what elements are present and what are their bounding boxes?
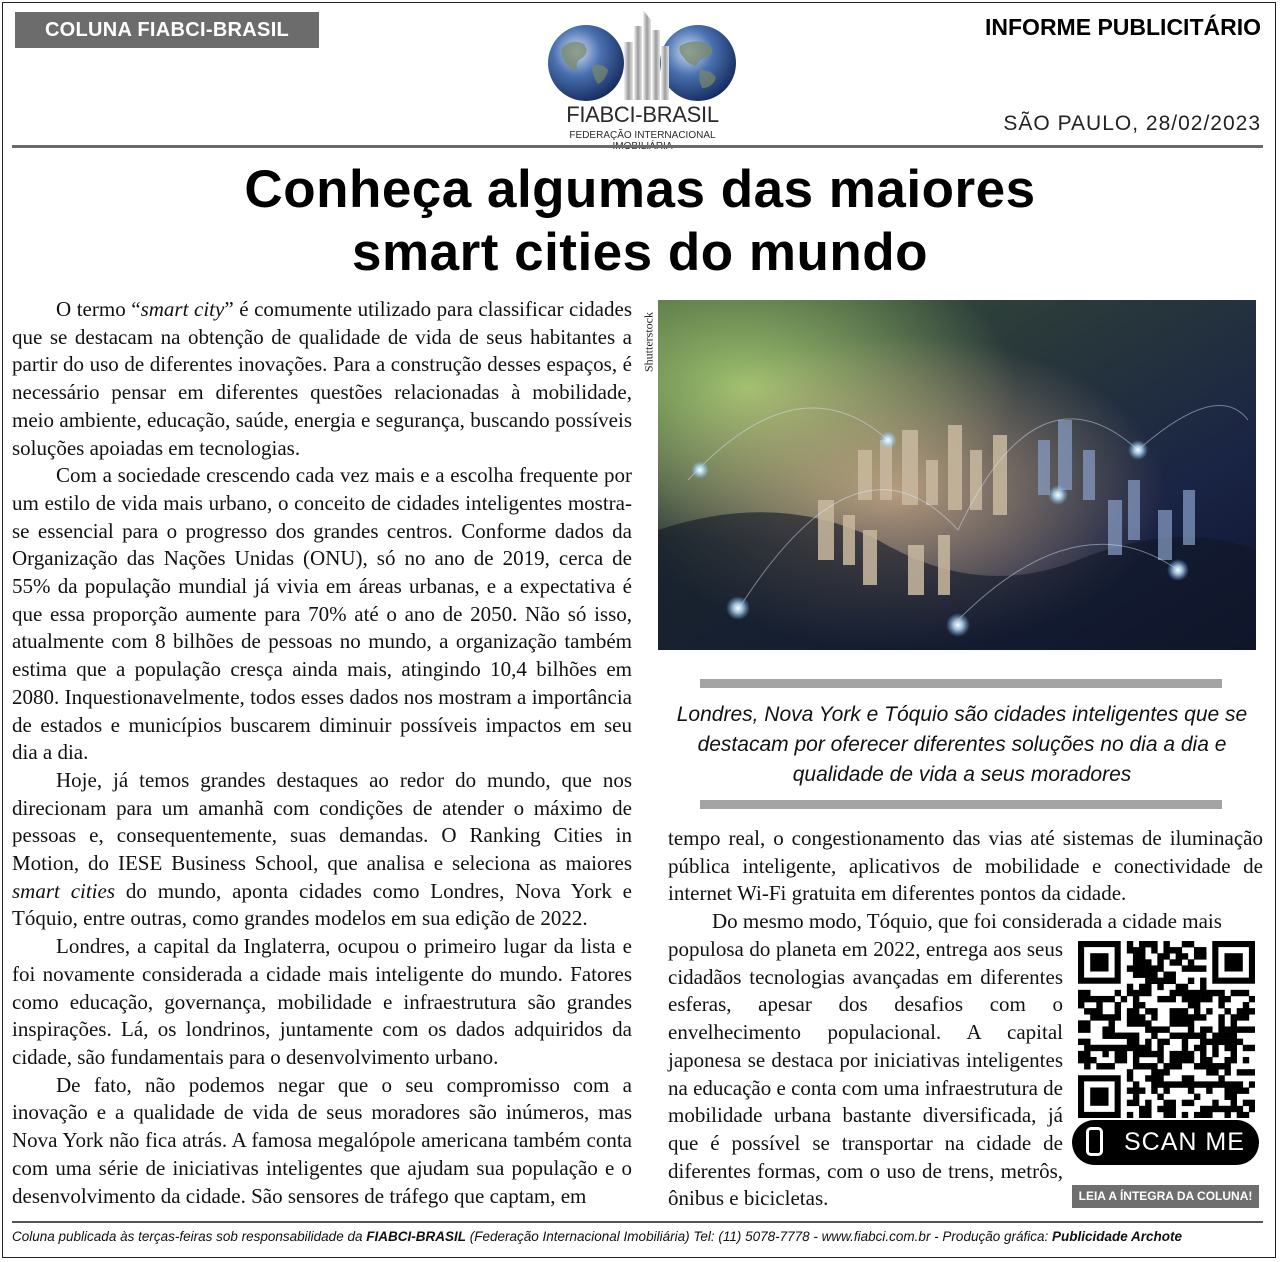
headline bbox=[12, 158, 1268, 284]
paragraph-1: O termo “smart city” é comumente utilizado para classificar cidades que se destacam na obtenção de qualidade de vida de seus habitantes a partir do uso de diferentes inovações. Para a construção desses espaços, é necessário pensar em diferentes questões relacionadas à mobilidade, meio ambiente, educação, saúde, energia e segurança, buscando possíveis soluções apoiadas em tecnologias. bbox=[12, 297, 632, 460]
paragraph-2: Com a sociedade crescendo cada vez mais e a escolha frequente por um estilo de vida mais urbano, o conceito de cidades inteligentes mostra-se essencial para o progresso dos grandes centros. Conforme dados da Organização das Nações Unidas (ONU), só no ano de 2019, cerca de 55% da população mundial já vivia em áreas urbanas, e a expectativa é que essa proporção aumente para 70% até o ano de 2050. Não só isso, atualmente com 8 bilhões de pessoas no mundo, a organização também estima que a população cresça ainda mais, atingindo 10,4 bilhões em 2080. Inquestionavelmente, todos esses dados nos mostram a importância de estados e municípios buscarem diminuir possíveis impactos em seu dia a dia. bbox=[12, 463, 632, 765]
footer-credits: Coluna publicada às terças-feiras sob responsabilidade da FIABCI-BRASIL (Federação Internacional Imobiliária) Tel: (11) 5078-7778 - www.fiabci.com.br - Produção gráfica: Publicidade Archote bbox=[12, 1229, 1183, 1244]
column-badge: COLUNA FIABCI-BRASIL bbox=[15, 12, 319, 48]
header-divider bbox=[12, 145, 1263, 148]
paragraph-5-continued: tempo real, o congestionamento das vias até sistemas de iluminação pública inteligente, aplicativos de mobilidade e conectividade de internet Wi-Fi gratuita em diferentes pontos da cidade. bbox=[668, 826, 1263, 906]
read-full-column-banner: LEIA A ÍNTEGRA DA COLUNA! bbox=[1072, 1185, 1259, 1208]
paragraph-5: De fato, não podemos negar que o seu compromisso com a inovação e a qualidade de vida de seus moradores são inúmeros, mas Nova York não fica atrás. A famosa megalópole americana também conta com uma série de iniciativas inteligentes que ajudam sua população e o desenvolvimento da cidade. São sensores de tráfego que captam, em bbox=[12, 1072, 632, 1208]
article-left-column bbox=[12, 296, 632, 1210]
paragraph-6-start: Do mesmo modo, Tóquio, que foi considerada a cidade mais bbox=[712, 909, 1222, 934]
footer-producer: Publicidade Archote bbox=[1052, 1229, 1183, 1244]
fiabci-logo bbox=[540, 6, 745, 146]
dateline: SÃO PAULO, 28/02/2023 bbox=[1003, 112, 1261, 135]
caption-rule-top bbox=[700, 679, 1222, 688]
logo-wordmark: FIABCI-BRASIL bbox=[566, 102, 719, 127]
paragraph-6-rest: populosa do planeta em 2022, entrega aos seus cidadãos tecnologias avançadas em diferentes esferas, apesar dos desafios com o envelhecimento populacional. A capital japonesa se destaca por iniciativas inteligentes na educação e conta com uma infraestrutura de mobilidade urbana bastante diversificada, já que é possível se transportar na cidade de diferentes formas, com o uso de trens, metrôs, ônibus e bicicletas. bbox=[668, 937, 1063, 1211]
photo-credit: Shutterstock bbox=[641, 312, 656, 372]
logo-subtitle: FEDERAÇÃO INTERNACIONAL bbox=[569, 130, 716, 141]
article-right-column-bottom bbox=[668, 936, 1063, 1213]
headline-line-2: smart cities do mundo bbox=[352, 223, 928, 282]
footer-divider bbox=[12, 1221, 1263, 1223]
scan-me-label: SCAN ME bbox=[1124, 1128, 1245, 1156]
smartphone-icon bbox=[1086, 1127, 1103, 1156]
qr-code[interactable] bbox=[1078, 941, 1255, 1118]
smart-city-photo bbox=[658, 300, 1256, 650]
emphasis-smart-cities: smart cities bbox=[12, 878, 116, 903]
photo-caption: Londres, Nova York e Tóquio são cidades inteligentes que se destacam por oferecer diferentes soluções no dia a dia e qualidade de vida a seus moradores bbox=[676, 703, 1248, 786]
paragraph-4: Londres, a capital da Inglaterra, ocupou o primeiro lugar da lista e foi novamente considerada a cidade mais inteligente do mundo. Fatores como educação, governança, mobilidade e infraestrutura são grandes inspirações. Lá, os londrinos, juntamente com os dados adquiridos da cidade, são fundamentais para o desenvolvimento urbano. bbox=[12, 934, 632, 1069]
caption-rule-bottom bbox=[700, 800, 1222, 809]
scan-me-button[interactable] bbox=[1072, 1120, 1259, 1165]
paragraph-3: Hoje, já temos grandes destaques ao redor do mundo, que nos direcionam para um amanhã com condições de atender o máximo de pessoas e, consequentemente, suas demandas. O Ranking Cities in Motion, do IESE Business School, que analisa e seleciona as maiores smart cities do mundo, aponta cidades como Londres, Nova York e Tóquio, entre outras, como grandes modelos em sua edição de 2022. bbox=[12, 767, 632, 931]
informe-publicitario-label: INFORME PUBLICITÁRIO bbox=[985, 14, 1261, 40]
article-right-column-top bbox=[668, 825, 1263, 936]
footer-org: FIABCI-BRASIL bbox=[366, 1229, 466, 1244]
headline-line-1: Conheça algumas das maiores bbox=[244, 160, 1036, 219]
emphasis-smart-city: smart city bbox=[140, 297, 225, 321]
